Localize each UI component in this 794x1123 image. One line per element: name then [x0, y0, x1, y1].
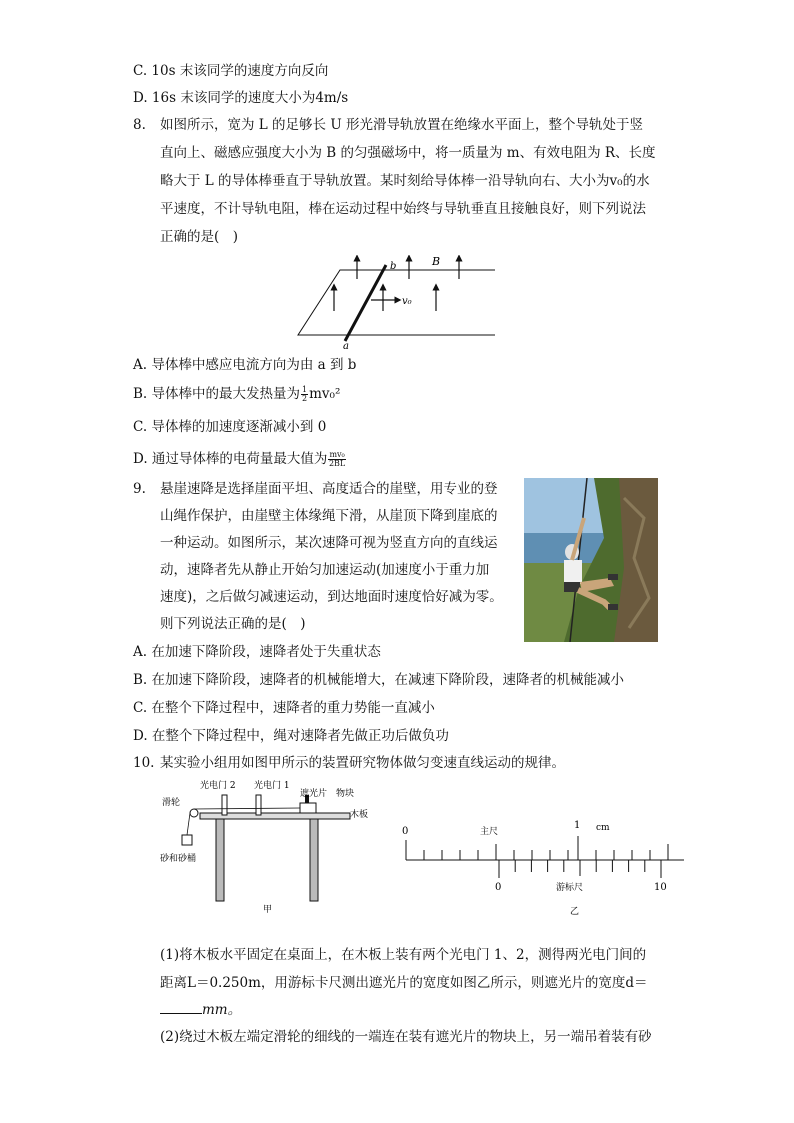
q9-line-3: 一种运动。如图所示，某次速降可视为竖直方向的直线运	[160, 535, 498, 551]
label-b: b	[390, 261, 397, 272]
label-pulley: 滑轮	[162, 798, 181, 808]
option-c-prev: C. 10s 末该同学的速度方向反向	[133, 63, 329, 79]
caption-yi: 乙	[570, 907, 580, 917]
bucket	[182, 835, 192, 845]
unit-mm: mm。	[202, 1002, 242, 1018]
caption-jia: 甲	[263, 905, 273, 915]
main-one: 1	[574, 820, 581, 831]
q9-number: 9.	[133, 481, 146, 497]
label-vernier: 游标尺	[556, 883, 584, 893]
vernier-ten: 10	[654, 882, 667, 893]
fraction-den: 2BL	[328, 459, 346, 468]
q8-option-b-tail: mv₀²	[309, 386, 341, 402]
label-shade: 遮光片	[300, 789, 328, 799]
conductor-rod	[345, 265, 386, 341]
q8-line-5: 正确的是( )	[160, 229, 239, 245]
q10-part1-line2: 距离L＝0.250m，用游标卡尺测出遮光片的宽度如图乙所示，则遮光片的宽度d＝	[160, 975, 648, 991]
label-gate2: 光电门 2	[200, 781, 236, 791]
q9-option-c: C. 在整个下降过程中，速降者的重力势能一直减小	[133, 700, 435, 716]
q9-line-6: 则下列说法正确的是( )	[160, 616, 306, 632]
label-main-scale: 主尺	[480, 827, 499, 837]
fraction-num: 1	[302, 385, 308, 394]
q9-option-a: A. 在加速下降阶段，速降者处于失重状态	[133, 644, 381, 660]
vernier-figure	[398, 812, 690, 920]
q8-line-2: 直向上、磁感应强度大小为 B 的匀强磁场中，将一质量为 m、有效电阻为 R、长度	[160, 145, 656, 161]
q8-rail-figure	[290, 255, 500, 350]
label-v0: v₀	[402, 296, 412, 307]
q8-option-c: C. 导体棒的加速度逐渐减小到 0	[133, 419, 327, 435]
block	[300, 803, 316, 813]
rail-outline	[298, 270, 495, 335]
fraction-num: mv₀	[329, 450, 345, 459]
q8-option-b-text: B. 导体棒中的最大发热量为	[133, 386, 301, 402]
climber-photo	[524, 478, 658, 642]
fraction	[301, 386, 308, 403]
fraction	[328, 451, 345, 468]
label-board: 木板	[350, 810, 369, 820]
label-gate1: 光电门 1	[254, 781, 290, 791]
q9-option-d: D. 在整个下降过程中，绳对速降者先做正功后做负功	[133, 728, 449, 744]
label-cm: cm	[596, 823, 610, 833]
q10-part1-line1: (1)将木板水平固定在桌面上，在木板上装有两个光电门 1、2，测得两光电门间的	[160, 947, 647, 963]
q8-line-3: 略大于 L 的导体棒垂直于导轨放置。某时刻给导体棒一沿导轨向右、大小为v₀的水	[160, 173, 650, 189]
main-zero: 0	[402, 826, 409, 837]
vernier-scale-ticks	[499, 860, 661, 878]
answer-blank[interactable]	[160, 1001, 202, 1014]
q8-option-d	[133, 450, 347, 468]
label-block: 物块	[336, 789, 355, 799]
option-d-prev: D. 16s 末该同学的速度大小为4m/s	[133, 90, 349, 106]
vernier-zero: 0	[495, 882, 502, 893]
q9-line-4: 动，速降者先从静止开始匀加速运动(加速度小于重力加	[160, 562, 490, 578]
q8-number: 8.	[133, 117, 146, 133]
label-field-B: B	[432, 255, 441, 268]
q8-line-4: 平速度，不计导轨电阻，棒在运动过程中始终与导轨垂直且接触良好，则下列说法	[160, 201, 646, 217]
q9-line-1: 悬崖速降是选择崖面平坦、高度适合的崖壁，用专业的登	[160, 481, 498, 497]
q9-line-5: 速度)，之后做匀减速运动，到达地面时速度恰好减为零。	[160, 589, 503, 605]
q10-part1-line3	[160, 1001, 241, 1019]
q9-line-2: 山绳作保护，由崖壁主体缘绳下滑，从崖顶下降到崖底的	[160, 508, 498, 524]
label-bucket: 砂和砂桶	[160, 854, 197, 864]
q8-option-b	[133, 385, 340, 403]
pulley	[190, 809, 198, 817]
apparatus-figure	[160, 777, 380, 917]
main-scale-ticks	[406, 836, 668, 860]
q10-part2-line1: (2)绕过木板左端定滑轮的细线的一端连在装有遮光片的物块上，另一端吊着装有砂	[160, 1029, 652, 1045]
fraction-den: 2	[302, 394, 308, 403]
q10-intro: 某实验小组用如图甲所示的装置研究物体做匀变速直线运动的规律。	[160, 755, 565, 771]
q8-option-a: A. 导体棒中感应电流方向为由 a 到 b	[133, 357, 357, 373]
q10-number: 10.	[133, 755, 155, 771]
q8-option-d-text: D. 通过导体棒的电荷量最大值为	[133, 451, 328, 467]
q8-line-1: 如图所示，宽为 L 的足够长 U 形光滑导轨放置在绝缘水平面上，整个导轨处于竖	[160, 117, 644, 133]
label-a: a	[343, 341, 349, 350]
q9-option-b: B. 在加速下降阶段，速降者的机械能增大，在减速下降阶段，速降者的机械能减小	[133, 672, 625, 688]
